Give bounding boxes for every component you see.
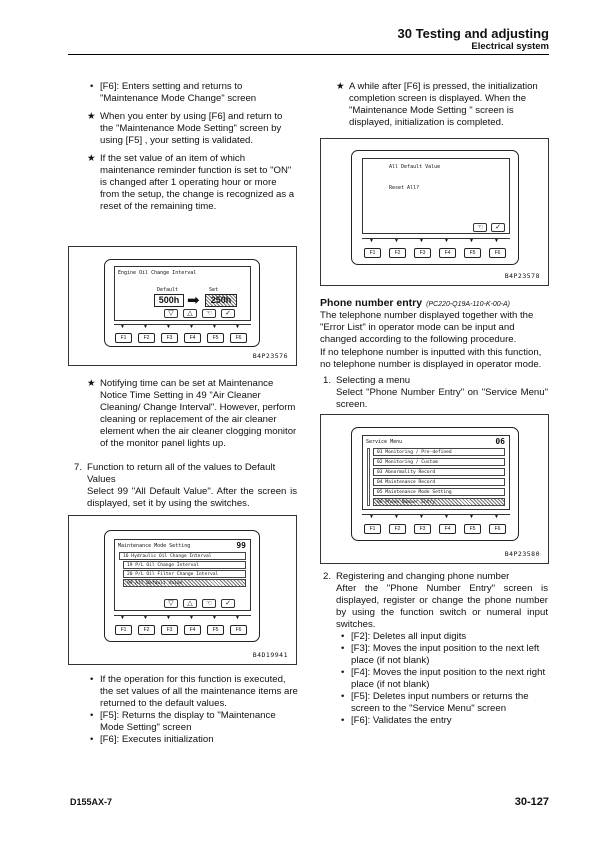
item7-title: Function to return all of the values to Default Values xyxy=(87,462,276,485)
bullet-marker: • xyxy=(90,674,94,685)
f1-key: F1 xyxy=(115,625,132,635)
bullet-marker: • xyxy=(341,715,345,726)
bullet-marker: • xyxy=(341,691,345,702)
step-number: 1. xyxy=(323,375,332,386)
bullet-exec-text: If the operation for this function is executed, the set values of all the maintenance items are returned to the default values. xyxy=(100,674,298,709)
menu-item[interactable]: 02 Monitoring / Custom xyxy=(373,458,505,466)
menu-item-selected[interactable]: 06 Phone Number Entry xyxy=(373,498,505,506)
f5-key: F5 xyxy=(464,524,481,534)
f6-key: F6 xyxy=(489,248,506,258)
set-value-box[interactable]: 250h xyxy=(205,294,237,307)
f3-key: F3 xyxy=(414,524,431,534)
f2-key: F2 xyxy=(138,625,155,635)
step-number: 2. xyxy=(323,571,332,582)
bullet-marker: • xyxy=(90,710,94,721)
bullet-marker: • xyxy=(90,81,94,92)
phone-entry-title: Phone number entry xyxy=(320,297,423,309)
arrow-right-icon: ➡ xyxy=(187,292,200,309)
hand-icon: ☜ xyxy=(202,309,216,318)
f4-key: F4 xyxy=(439,524,456,534)
selection-badge: 99 xyxy=(236,541,246,550)
down-icon: ▽ xyxy=(164,599,178,608)
check-icon: ✓ xyxy=(221,599,235,608)
selection-badge: 06 xyxy=(495,437,505,446)
f6-key: F6 xyxy=(230,625,247,635)
up-icon: △ xyxy=(183,309,197,318)
item-number: 7. xyxy=(74,462,83,473)
screen-title: Maintenance Mode Setting xyxy=(118,543,191,549)
key-indicator-row: ▼ ▼ ▼ ▼ ▼ ▼ xyxy=(114,615,251,621)
step1-title: Selecting a menu xyxy=(336,375,411,386)
bullet-f5-text: [F5]: Returns the display to "Maintenance Mode Setting" screen xyxy=(100,710,276,733)
down-icon: ▽ xyxy=(164,309,178,318)
phone-entry-heading xyxy=(320,297,510,309)
menu-item[interactable]: 01 Monitoring / Pre-defined xyxy=(373,448,505,456)
key-indicator-row: ▼ ▼ ▼ ▼ ▼ ▼ xyxy=(362,238,510,244)
star-note-validation: When you enter by using [F6] and return to the "Maintenance Mode Setting" screen by using [F5] , your setting is validated. xyxy=(100,111,283,146)
bullet-f3-text: [F3]: Moves the input position to the next left place (if not blank) xyxy=(351,643,540,666)
screen-title: Service Menu xyxy=(366,439,403,445)
menu-item[interactable]: 19 P/L Oil Change Interval xyxy=(123,561,246,569)
menu-item[interactable]: 03 Abnormality Record xyxy=(373,468,505,476)
screen-title: Engine Oil Change Interval xyxy=(118,270,197,276)
screen-line-1: All Default Value xyxy=(389,164,441,170)
step1-body: Select "Phone Number Entry" on "Service Menu" screen. xyxy=(336,387,548,410)
bullet-f5-text: [F5]: Deletes input numbers or returns the screen to the "Service Menu" screen xyxy=(351,691,529,714)
f1-key: F1 xyxy=(364,524,381,534)
menu-item[interactable]: 05 Maintenance Mode Setting xyxy=(373,488,505,496)
figure-code: B4D19941 xyxy=(252,651,288,659)
f3-key: F3 xyxy=(161,625,178,635)
f2-key: F2 xyxy=(389,248,406,258)
star-marker: ★ xyxy=(87,378,96,389)
f2-key: F2 xyxy=(389,524,406,534)
figure-service-menu xyxy=(320,414,549,564)
default-label: Default xyxy=(157,287,179,293)
item7-body: Select 99 "All Default Value". After the screen is displayed, set it by using the switches. xyxy=(87,486,297,509)
f5-key: F5 xyxy=(207,625,224,635)
hand-icon: ☜ xyxy=(473,223,487,232)
monitor-panel xyxy=(104,259,260,347)
set-label: Set xyxy=(209,287,219,293)
subsection-title: Electrical system xyxy=(471,41,549,52)
menu-item[interactable]: 20 P/L Oil Filter Change Interval xyxy=(123,570,246,578)
default-value-box: 500h xyxy=(154,294,184,307)
monitor-panel xyxy=(351,427,519,541)
check-icon: ✓ xyxy=(221,309,235,318)
star-marker: ★ xyxy=(87,153,96,164)
figure-oil-change-interval xyxy=(68,246,297,366)
f1-key: F1 xyxy=(115,333,132,343)
star-note-init-complete: A while after [F6] is pressed, the initialization completion screen is displayed. When the "Maintenance Mode Setting " screen is displayed, initialization is completed. xyxy=(349,81,538,128)
bullet-f6-init-text: [F6]: Executes initialization xyxy=(100,734,214,745)
figure-code: B4P23576 xyxy=(252,352,288,360)
menu-item-selected[interactable]: 99 All Default Value xyxy=(123,579,246,587)
monitor-screen xyxy=(362,435,510,510)
f1-key: F1 xyxy=(364,248,381,258)
footer-model: D155AX-7 xyxy=(70,797,113,807)
monitor-screen xyxy=(114,266,251,321)
f4-key: F4 xyxy=(184,333,201,343)
bullet-marker: • xyxy=(341,631,345,642)
screen-line-2: Reset All? xyxy=(389,185,420,191)
bullet-marker: • xyxy=(341,643,345,654)
bullet-marker: • xyxy=(341,667,345,678)
step2-title: Registering and changing phone number xyxy=(336,571,510,582)
f3-key: F3 xyxy=(161,333,178,343)
figure-maintenance-mode-setting xyxy=(68,515,297,665)
key-indicator-row: ▼ ▼ ▼ ▼ ▼ ▼ xyxy=(362,514,510,520)
bullet-f6-text: [F6]: Enters setting and returns to "Maintenance Mode Change" screen xyxy=(100,81,257,104)
hand-icon: ☜ xyxy=(202,599,216,608)
footer-page-number: 30-127 xyxy=(514,796,549,808)
monitor-screen xyxy=(362,158,510,234)
phone-entry-code: (PC220-Q19A-110-K-00-A) xyxy=(426,301,511,308)
f3-key: F3 xyxy=(414,248,431,258)
monitor-panel xyxy=(351,150,519,265)
scrollbar[interactable] xyxy=(367,448,370,506)
monitor-panel xyxy=(104,530,260,642)
phone-paragraph-1: The telephone number displayed together with the "Error List" in operator mode can be input and changed according to the following procedure. xyxy=(320,310,534,345)
f5-key: F5 xyxy=(464,248,481,258)
f6-key: F6 xyxy=(489,524,506,534)
menu-item[interactable]: 04 Maintenance Record xyxy=(373,478,505,486)
f4-key: F4 xyxy=(439,248,456,258)
bullet-f6-text: [F6]: Validates the entry xyxy=(351,715,452,726)
star-marker: ★ xyxy=(87,111,96,122)
figure-code: B4P23580 xyxy=(504,550,540,558)
check-icon: ✓ xyxy=(491,223,505,232)
phone-paragraph-2: If no telephone number is inputted with this function, no telephone number is displayed in operator mode. xyxy=(320,347,542,370)
star-marker: ★ xyxy=(336,81,345,92)
bullet-f2-text: [F2]: Deletes all input digits xyxy=(351,631,467,642)
monitor-screen xyxy=(114,539,251,611)
f6-key: F6 xyxy=(230,333,247,343)
bullet-f4-text: [F4]: Moves the input position to the next right place (if not blank) xyxy=(351,667,546,690)
f2-key: F2 xyxy=(138,333,155,343)
star-note-notice-time: Notifying time can be set at Maintenance Notice Time Setting in 49 "Air Cleaner Cleaning/ Change Interval". However, perform cleaning or replacement of the air cleaner element when the air cleaner clogging monitor of the monitor panel lights up. xyxy=(100,378,297,449)
menu-item[interactable]: 16 Hydraulic Oil Change Interval xyxy=(119,552,246,560)
up-icon: △ xyxy=(183,599,197,608)
f5-key: F5 xyxy=(207,333,224,343)
star-note-reset: If the set value of an item of which maintenance reminder function is set to "ON" is changed after 1 operating hour or more from the setup, the change is recognized as a reset of the remaining time. xyxy=(100,153,295,212)
figure-all-default-value xyxy=(320,138,549,286)
figure-code: B4P23578 xyxy=(504,272,540,280)
section-title: 30 Testing and adjusting xyxy=(397,26,549,41)
f4-key: F4 xyxy=(184,625,201,635)
bullet-marker: • xyxy=(90,734,94,745)
header-rule xyxy=(68,54,549,55)
key-indicator-row: ▼ ▼ ▼ ▼ ▼ ▼ xyxy=(114,324,251,330)
step2-body: After the "Phone Number Entry" screen is displayed, register or change the phone number by using the function switch or numeral input switches. xyxy=(336,583,548,630)
